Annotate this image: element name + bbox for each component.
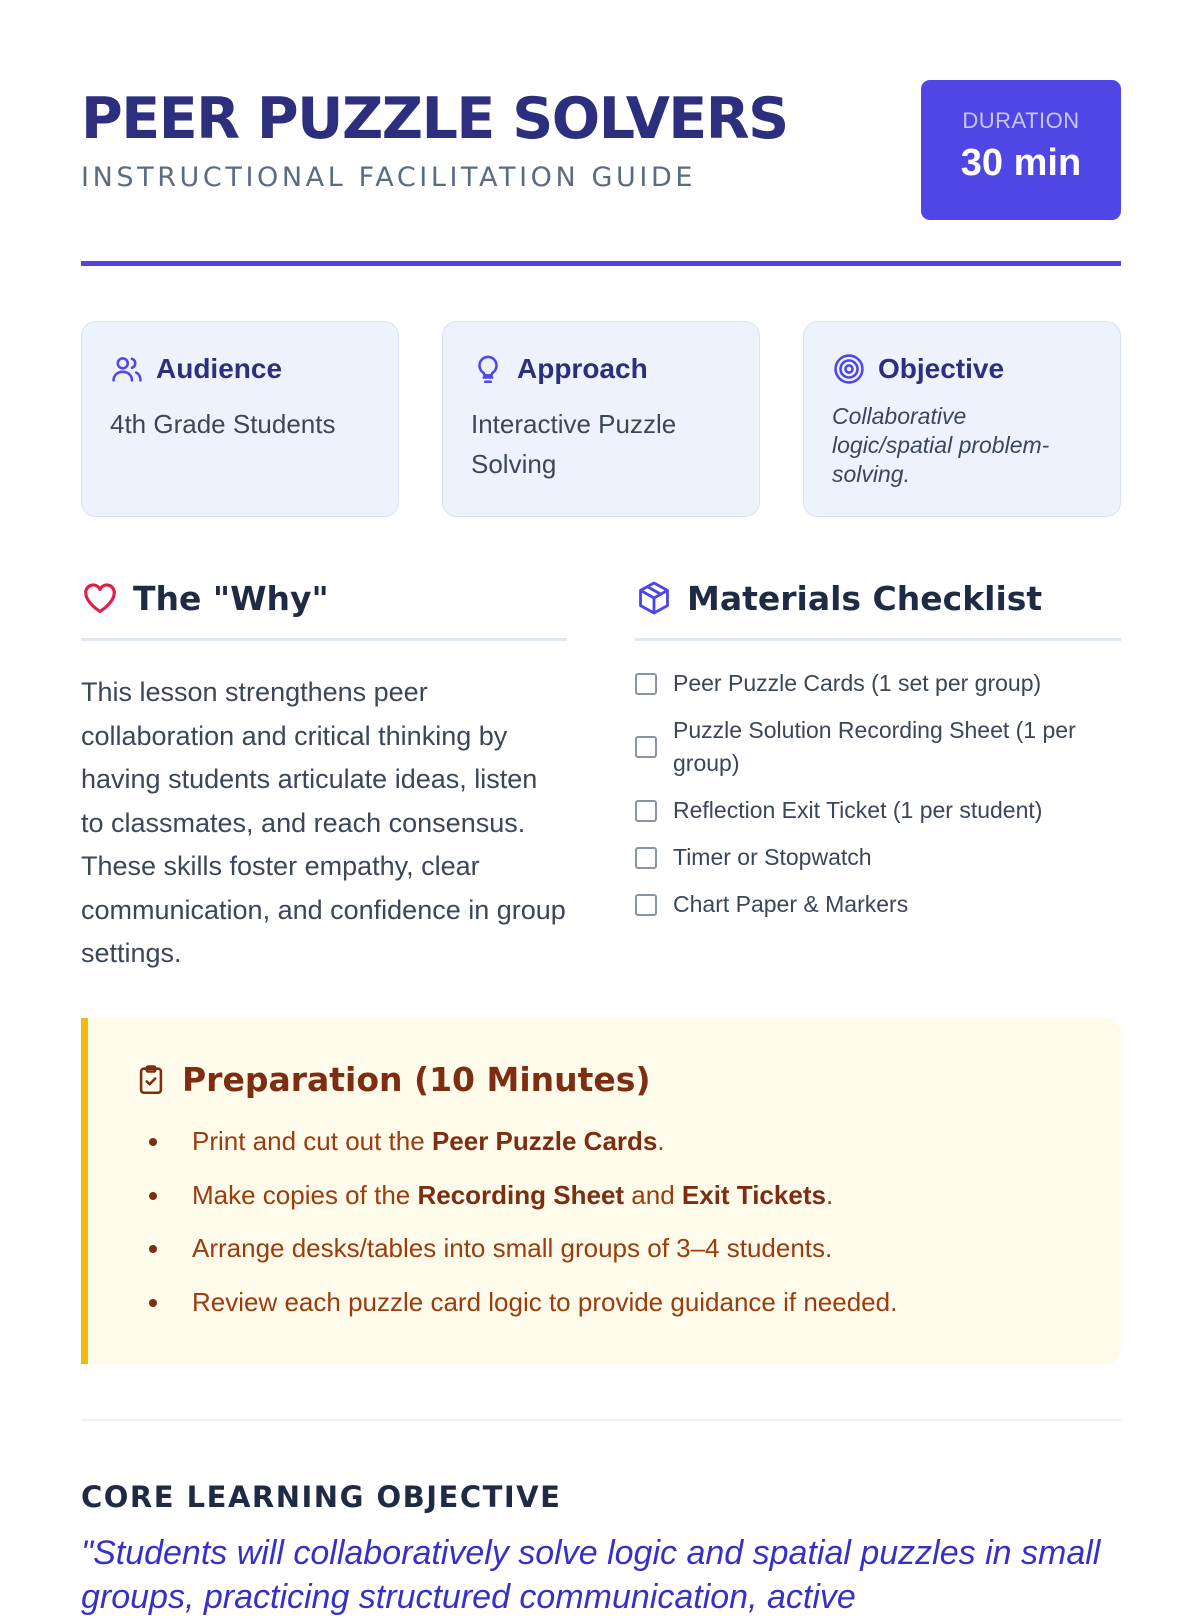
materials-section: [635, 572, 1121, 935]
header: [81, 80, 1121, 220]
list-item: • Make copies of the Recording Sheet and Exit Tickets.: [172, 1169, 1073, 1223]
page-subtitle: INSTRUCTIONAL FACILITATION GUIDE: [81, 162, 696, 193]
audience-card: [81, 321, 399, 517]
checklist-label: Timer or Stopwatch: [673, 844, 872, 870]
checklist-label: Reflection Exit Ticket (1 per student): [673, 797, 1043, 823]
preparation-list: [134, 1115, 1073, 1329]
target-icon: [832, 352, 866, 386]
section-divider: [81, 1419, 1121, 1421]
why-section: [81, 572, 567, 976]
checklist-item[interactable]: [635, 841, 1121, 874]
checklist-label: Chart Paper & Markers: [673, 891, 909, 917]
card-title-approach: Approach: [517, 353, 648, 384]
facilitation-guide: [81, 0, 1121, 1616]
materials-checklist: [635, 667, 1121, 921]
duration-label: DURATION: [962, 108, 1080, 133]
checkbox[interactable]: [635, 673, 657, 695]
approach-card: [442, 321, 760, 517]
core-objective-title: CORE LEARNING OBJECTIVE: [81, 1480, 562, 1514]
preparation-panel: [81, 1018, 1121, 1364]
header-divider: [81, 261, 1121, 266]
duration-value: 30 min: [960, 142, 1082, 184]
duration-badge: [921, 80, 1121, 220]
checkbox[interactable]: [635, 847, 657, 869]
checkbox[interactable]: [635, 894, 657, 916]
checklist-item[interactable]: [635, 794, 1121, 827]
checklist-item[interactable]: [635, 714, 1121, 780]
list-item: • Arrange desks/tables into small groups of 3–4 students.: [172, 1222, 1073, 1276]
card-body-objective: Collaborative logic/spatial problem-solving.: [832, 403, 1050, 487]
lightbulb-icon: [471, 352, 505, 386]
why-text: This lesson strengthens peer collaboration and critical thinking by having students articulate ideas, listen to classmates, and reach consensus. These skills foster empathy, clear communication, and confidence in group settings.: [81, 677, 566, 968]
materials-title: Materials Checklist: [687, 578, 1043, 618]
card-body-audience: 4th Grade Students: [110, 409, 336, 439]
list-item: • Review each puzzle card logic to provide guidance if needed.: [172, 1276, 1073, 1330]
users-icon: [110, 352, 144, 386]
objective-card: [803, 321, 1121, 517]
checkbox[interactable]: [635, 736, 657, 758]
heart-icon: [81, 579, 119, 617]
card-body-approach: Interactive Puzzle Solving: [471, 409, 677, 479]
clipboard-check-icon: [134, 1063, 168, 1097]
checklist-label: Puzzle Solution Recording Sheet (1 per group): [673, 717, 1076, 776]
core-objective-text: "Students will collaboratively solve logic and spatial puzzles in small groups, practicing structured communication, active: [81, 1534, 1101, 1616]
why-title: The "Why": [133, 578, 329, 618]
checklist-label: Peer Puzzle Cards (1 set per group): [673, 670, 1042, 696]
card-title-objective: Objective: [878, 353, 1005, 384]
list-item: • Print and cut out the Peer Puzzle Cards.: [172, 1115, 1073, 1169]
checklist-item[interactable]: [635, 888, 1121, 921]
checklist-item[interactable]: [635, 667, 1121, 700]
card-title-audience: Audience: [156, 353, 283, 384]
box-icon: [635, 579, 673, 617]
page-title: PEER PUZZLE SOLVERS: [81, 86, 788, 152]
checkbox[interactable]: [635, 800, 657, 822]
preparation-title: Preparation (10 Minutes): [182, 1060, 651, 1099]
